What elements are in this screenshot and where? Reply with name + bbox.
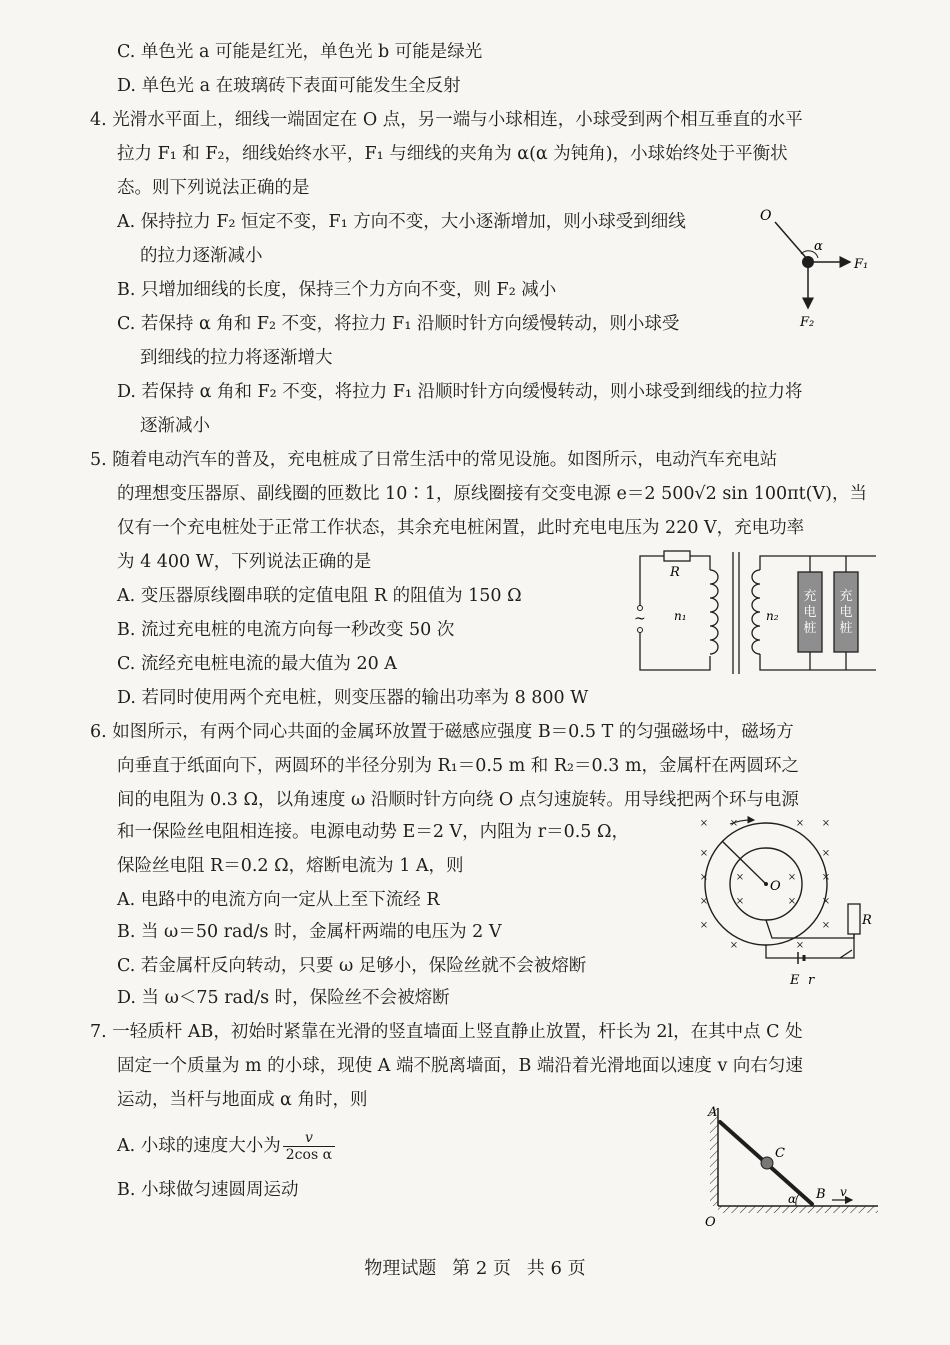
svg-text:桩: 桩 <box>803 621 817 636</box>
q6-stem-line-1: 6. 如图所示，有两个同心共面的金属环放置于磁感应强度 B＝0.5 T 的匀强磁场中，磁场方 <box>90 722 794 742</box>
q4-force-diagram <box>750 200 890 335</box>
q7-wall-hatch <box>710 1108 718 1206</box>
q4-option-c-line-1: C. 若保持 α 角和 F₂ 不变，将拉力 F₁ 沿顺时针方向缓慢转动，则小球受 <box>117 314 680 334</box>
q5-option-b: B. 流过充电桩的电流方向每一秒改变 50 次 <box>117 620 455 640</box>
q5-stem-line-2: 的理想变压器原、副线圈的匝数比 10∶1，原线圈接有交变电源 e＝2 500√2 sin 100πt(V)，当 <box>117 484 867 504</box>
q4-option-d-line-1: D. 若保持 α 角和 F₂ 不变，将拉力 F₁ 沿顺时针方向缓慢转动，则小球受到细线的拉力将 <box>117 382 803 402</box>
footer-subject: 物理试题 <box>364 1258 437 1279</box>
q6-option-b: B. 当 ω＝50 rad/s 时，金属杆两端的电压为 2 V <box>117 922 502 942</box>
footer-total: 共 6 页 <box>526 1258 586 1279</box>
q6-switch <box>840 950 852 958</box>
svg-text:×: × <box>699 818 709 829</box>
q5-label-n1: n₁ <box>674 609 687 623</box>
svg-text:×: × <box>821 920 831 931</box>
q4-option-b: B. 只增加细线的长度，保持三个力方向不变，则 F₂ 减小 <box>117 280 557 300</box>
svg-text:桩: 桩 <box>839 621 853 636</box>
q6-stem-line-3: 间的电阻为 0.3 Ω，以角速度 ω 沿顺时针方向绕 O 点匀速旋转。用导线把两个环与电源 <box>117 790 799 810</box>
q7-label-b: B <box>816 1187 826 1202</box>
q3-option-d: D. 单色光 a 在玻璃砖下表面可能发生全反射 <box>117 76 461 96</box>
q7-ball <box>761 1157 773 1169</box>
svg-text:×: × <box>699 872 709 883</box>
q6-label-o: O <box>770 879 781 894</box>
q7-label-a: A <box>708 1105 718 1120</box>
footer-page: 第 2 页 <box>452 1258 511 1279</box>
q7-option-a-fraction: $\frac{v}{\text{2cos α}}$ <box>283 1130 335 1163</box>
q4-option-c-line-2: 到细线的拉力将逐渐增大 <box>140 348 333 368</box>
q4-ball <box>802 256 814 268</box>
q6-stem-line-4: 和一保险丝电阻相连接。电源电动势 E＝2 V，内阻为 r＝0.5 Ω， <box>117 822 630 842</box>
svg-text:×: × <box>735 896 745 907</box>
q4-label-o: O <box>760 208 772 224</box>
svg-text:×: × <box>821 896 831 907</box>
q5-transformer-diagram <box>630 548 878 678</box>
q4-option-a-line-2: 的拉力逐渐减小 <box>140 246 263 266</box>
q4-option-a-line-1: A. 保持拉力 F₂ 恒定不变，F₁ 方向不变，大小逐渐增加，则小球受到细线 <box>117 212 686 232</box>
q4-label-f2: F₂ <box>800 315 815 330</box>
q7-label-c: C <box>775 1146 785 1161</box>
q7-option-a <box>117 1130 335 1163</box>
q7-ground-hatch <box>718 1206 878 1213</box>
svg-text:×: × <box>821 848 831 859</box>
q6-option-d: D. 当 ω＜75 rad/s 时，保险丝不会被熔断 <box>117 988 450 1008</box>
q4-option-d-line-2: 逐渐减小 <box>140 416 210 436</box>
q5-stem-line-4: 为 4 400 W，下列说法正确的是 <box>117 552 372 572</box>
q3-option-c: C. 单色光 a 可能是红光，单色光 b 可能是绿光 <box>117 42 483 62</box>
q7-label-alpha: α <box>788 1192 797 1206</box>
q7-option-a-text: A. 小球的速度大小为 <box>117 1136 281 1156</box>
svg-text:充: 充 <box>839 589 853 604</box>
q7-label-v: v <box>840 1185 847 1199</box>
q4-stem-line-3: 态。则下列说法正确的是 <box>117 178 310 198</box>
svg-text:×: × <box>699 896 709 907</box>
q4-string-line <box>775 222 808 260</box>
q4-label-alpha: α <box>814 239 823 254</box>
q7-stem-line-2: 固定一个质量为 m 的小球，现使 A 端不脱离墙面，B 端沿着光滑地面以速度 v 向右匀速 <box>117 1056 803 1076</box>
q4-stem-line-2: 拉力 F₁ 和 F₂，细线始终水平，F₁ 与细线的夹角为 α(α 为钝角)，小球始终处于平衡状 <box>117 144 788 164</box>
q7-alpha-arc <box>796 1194 799 1206</box>
q5-label-ac: ~ <box>634 611 646 627</box>
q5-secondary-coil <box>752 570 760 654</box>
page-footer <box>0 1256 950 1282</box>
q7-stem-line-3: 运动，当杆与地面成 α 角时，则 <box>117 1090 368 1110</box>
svg-text:×: × <box>735 872 745 883</box>
q5-stem-line-1: 5. 随着电动汽车的普及，充电桩成了日常生活中的常见设施。如图所示，电动汽车充电站 <box>90 450 778 470</box>
svg-text:×: × <box>729 818 739 829</box>
svg-text:×: × <box>699 920 709 931</box>
q5-label-r: R <box>670 565 680 580</box>
q7-rod-diagram <box>700 1100 880 1230</box>
q6-label-r: R <box>862 913 872 928</box>
q6-option-c: C. 若金属杆反向转动，只要 ω 足够小，保险丝就不会被熔断 <box>117 956 587 976</box>
q5-option-a: A. 变压器原线圈串联的定值电阻 R 的阻值为 150 Ω <box>117 586 522 606</box>
svg-text:×: × <box>787 896 797 907</box>
q7-option-b: B. 小球做匀速圆周运动 <box>117 1180 299 1200</box>
svg-text:电: 电 <box>839 605 853 620</box>
q6-label-e: E <box>790 973 800 988</box>
svg-text:电: 电 <box>803 605 817 620</box>
svg-text:×: × <box>699 848 709 859</box>
svg-text:×: × <box>729 940 739 951</box>
svg-text:×: × <box>821 872 831 883</box>
q6-ring-diagram <box>690 808 880 990</box>
q5-option-c: C. 流经充电桩电流的最大值为 20 A <box>117 654 397 674</box>
q5-primary-coil <box>710 570 718 654</box>
q5-label-n2: n₂ <box>766 609 779 623</box>
q6-label-r-internal: r <box>808 973 815 988</box>
svg-text:充: 充 <box>803 589 817 604</box>
q5-stem-line-3: 仅有一个充电桩处于正常工作状态，其余充电桩闲置，此时充电电压为 220 V，充电功率 <box>117 518 805 538</box>
svg-text:×: × <box>795 818 805 829</box>
svg-text:×: × <box>795 940 805 951</box>
q6-option-a: A. 电路中的电流方向一定从上至下流经 R <box>117 890 440 910</box>
q6-stem-line-2: 向垂直于纸面向下，两圆环的半径分别为 R₁＝0.5 m 和 R₂＝0.3 m，金属杆在两圆环之 <box>117 756 800 776</box>
q7-stem-line-1: 7. 一轻质杆 AB，初始时紧靠在光滑的竖直墙面上竖直静止放置，杆长为 2l，在其中点 C 处 <box>90 1022 803 1042</box>
q4-stem-line-1: 4. 光滑水平面上，细线一端固定在 O 点，另一端与小球相连，小球受到两个相互垂直的水平 <box>90 110 803 130</box>
q6-fuse-resistor <box>848 904 860 934</box>
q5-option-d: D. 若同时使用两个充电桩，则变压器的输出功率为 8 800 W <box>117 688 589 708</box>
q7-label-o: O <box>705 1215 716 1230</box>
q4-label-f1: F₁ <box>854 257 869 272</box>
svg-text:×: × <box>821 818 831 829</box>
q5-resistor <box>664 551 690 561</box>
svg-text:×: × <box>787 872 797 883</box>
q6-stem-line-5: 保险丝电阻 R＝0.2 Ω，熔断电流为 1 A，则 <box>117 856 464 876</box>
